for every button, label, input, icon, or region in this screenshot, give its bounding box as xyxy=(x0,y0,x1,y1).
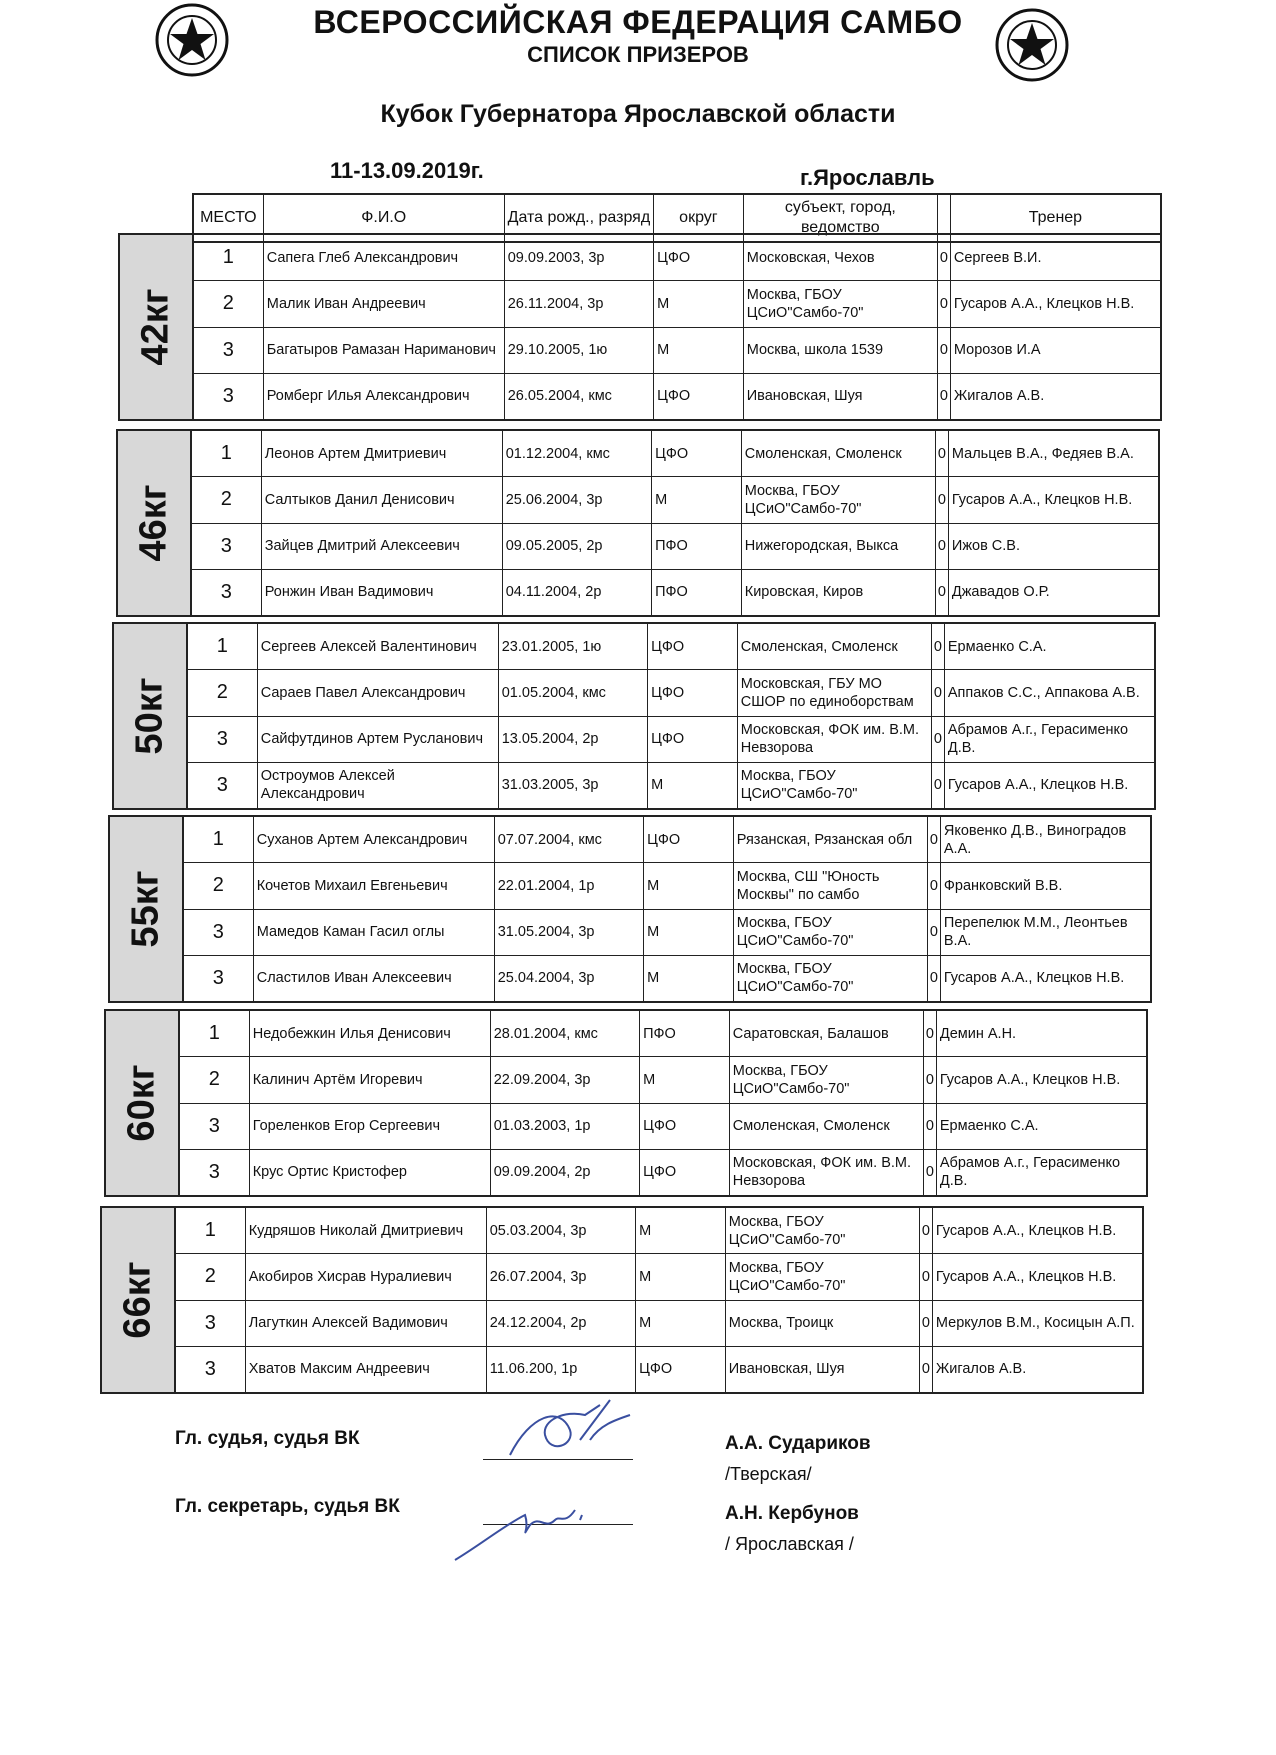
name-cell: Суханов Артем Александрович xyxy=(254,817,495,862)
coach-cell: Абрамов А.г., Герасименко Д.В. xyxy=(939,1155,1121,1190)
subject-cell: Ивановская, Шуя xyxy=(726,1347,920,1392)
district-cell: ПФО xyxy=(640,1011,730,1056)
coach-cell: Перепелюк М.М., Леонтьев В.А. xyxy=(943,915,1128,950)
district-cell: М xyxy=(644,956,734,1001)
results-table xyxy=(174,1206,1144,1394)
subject-cell: Москва, ГБОУ ЦСиО"Самбо-70" xyxy=(742,477,936,522)
coach-cell: Демин А.Н. xyxy=(939,1025,1017,1042)
place-cell: 1 xyxy=(180,1011,250,1056)
weight-label xyxy=(118,233,192,421)
zero-cell: 0 xyxy=(924,1057,937,1102)
table-row xyxy=(180,1150,1146,1195)
name-cell: Крус Ортис Кристофер xyxy=(250,1150,491,1195)
zero-cell: 0 xyxy=(936,570,949,615)
col-name-header: Ф.И.О xyxy=(264,195,505,241)
place-cell: 3 xyxy=(184,956,254,1001)
name-cell: Зайцев Дмитрий Алексеевич xyxy=(262,524,503,569)
place-cell: 3 xyxy=(192,524,262,569)
name-cell: Недобежкин Илья Денисович xyxy=(250,1011,491,1056)
subject-cell: Москва, ГБОУ ЦСиО"Самбо-70" xyxy=(730,1057,924,1102)
district-cell: ЦФО xyxy=(654,235,744,280)
table-row xyxy=(176,1347,1142,1392)
district-cell: М xyxy=(644,863,734,908)
weight-block xyxy=(116,429,1160,617)
secretary-region: / Ярославская / xyxy=(725,1534,854,1554)
weight-block xyxy=(100,1206,1144,1394)
dob-cell: 04.11.2004, 2р xyxy=(503,570,652,615)
district-cell: ПФО xyxy=(652,570,742,615)
table-row xyxy=(192,477,1158,523)
name-cell: Сластилов Иван Алексеевич xyxy=(254,956,495,1001)
results-table xyxy=(190,429,1160,617)
results-table xyxy=(186,622,1156,810)
place-cell: 3 xyxy=(180,1104,250,1149)
subject-cell: Москва, ГБОУ ЦСиО"Самбо-70" xyxy=(738,763,932,808)
table-row xyxy=(184,817,1150,863)
judge-role: Гл. судья, судья ВК xyxy=(175,1428,360,1449)
district-cell: М xyxy=(654,328,744,373)
district-cell: ЦФО xyxy=(648,624,738,669)
table-row xyxy=(184,956,1150,1001)
zero-cell: 0 xyxy=(936,524,949,569)
place-cell: 3 xyxy=(180,1150,250,1195)
coach-cell: Гусаров А.А., Клецков Н.В. xyxy=(939,1071,1121,1088)
weight-label xyxy=(100,1206,174,1394)
place-cell: 2 xyxy=(176,1254,246,1299)
col-coach-header: Тренер xyxy=(1028,209,1083,226)
place-cell: 3 xyxy=(176,1301,246,1346)
name-cell: Хватов Максим Андреевич xyxy=(246,1347,487,1392)
table-row xyxy=(184,863,1150,909)
zero-cell: 0 xyxy=(924,1011,937,1056)
coach-cell: Аппаков С.С., Аппакова А.В. xyxy=(947,684,1140,701)
table-row xyxy=(176,1301,1142,1347)
weight-class-text: 46кг xyxy=(132,484,175,562)
table-row xyxy=(192,524,1158,570)
table-row xyxy=(180,1011,1146,1057)
subject-cell: Москва, Троицк xyxy=(726,1301,920,1346)
table-row xyxy=(192,431,1158,477)
weight-block xyxy=(108,815,1152,1003)
subject-cell: Москва, ГБОУ ЦСиО"Самбо-70" xyxy=(726,1208,920,1253)
secretary-name: А.Н. Кербунов xyxy=(725,1503,859,1524)
coach-cell: Франковский В.В. xyxy=(943,877,1063,894)
zero-cell: 0 xyxy=(932,763,945,808)
zero-cell: 0 xyxy=(928,910,941,955)
name-cell: Салтыков Данил Денисович xyxy=(262,477,503,522)
place-cell: 1 xyxy=(192,431,262,476)
place-cell: 3 xyxy=(176,1347,246,1392)
event-dates: 11-13.09.2019г. xyxy=(330,158,484,183)
weight-label xyxy=(112,622,186,810)
name-cell: Кочетов Михаил Евгеньевич xyxy=(254,863,495,908)
event-city: г.Ярославль xyxy=(800,165,935,190)
zero-cell: 0 xyxy=(938,281,951,326)
dob-cell: 25.04.2004, 3р xyxy=(495,956,644,1001)
district-cell: ЦФО xyxy=(640,1150,730,1195)
col-place-header: МЕСТО xyxy=(194,195,264,241)
name-cell: Сергеев Алексей Валентинович xyxy=(258,624,499,669)
results-table xyxy=(178,1009,1148,1197)
district-cell: ЦФО xyxy=(652,431,742,476)
weight-label xyxy=(104,1009,178,1197)
name-cell: Сайфутдинов Артем Русланович xyxy=(258,717,499,762)
subject-cell: Москва, школа 1539 xyxy=(744,328,938,373)
dob-cell: 01.03.2003, 1р xyxy=(491,1104,640,1149)
dob-cell: 25.06.2004, 3р xyxy=(503,477,652,522)
coach-cell: Джавадов О.Р. xyxy=(951,584,1050,601)
list-title: СПИСОК ПРИЗЕРОВ xyxy=(527,42,749,67)
district-cell: М xyxy=(652,477,742,522)
dob-cell: 01.05.2004, кмс xyxy=(499,670,648,715)
coach-cell: Ермаенко С.А. xyxy=(939,1118,1039,1135)
weight-class-text: 66кг xyxy=(116,1261,159,1339)
coach-cell: Морозов И.А xyxy=(953,342,1041,359)
zero-cell: 0 xyxy=(920,1347,933,1392)
dob-cell: 26.11.2004, 3р xyxy=(505,281,654,326)
coach-cell: Жигалов А.В. xyxy=(935,1361,1027,1378)
subject-cell: Кировская, Киров xyxy=(742,570,936,615)
coach-cell: Сергеев В.И. xyxy=(953,249,1042,266)
district-cell: ЦФО xyxy=(648,717,738,762)
dob-cell: 24.12.2004, 2р xyxy=(487,1301,636,1346)
zero-cell: 0 xyxy=(928,956,941,1001)
zero-cell: 0 xyxy=(924,1104,937,1149)
district-cell: ЦФО xyxy=(644,817,734,862)
subject-cell: Смоленская, Смоленск xyxy=(738,624,932,669)
dob-cell: 09.09.2004, 2р xyxy=(491,1150,640,1195)
subject-cell: Ивановская, Шуя xyxy=(744,374,938,419)
table-row xyxy=(176,1208,1142,1254)
subject-cell: Рязанская, Рязанская обл xyxy=(734,817,928,862)
district-cell: М xyxy=(640,1057,730,1102)
table-row xyxy=(188,670,1154,716)
subject-cell: Московская, Чехов xyxy=(744,235,938,280)
weight-class-text: 60кг xyxy=(120,1064,163,1142)
district-cell: М xyxy=(636,1254,726,1299)
name-cell: Кудряшов Николай Дмитриевич xyxy=(246,1208,487,1253)
district-cell: М xyxy=(648,763,738,808)
place-cell: 2 xyxy=(194,281,264,326)
weight-block xyxy=(104,1009,1148,1197)
subject-cell: Смоленская, Смоленск xyxy=(742,431,936,476)
coach-cell: Жигалов А.В. xyxy=(953,388,1045,405)
judge-name: А.А. Судариков xyxy=(725,1433,871,1454)
dob-cell: 07.07.2004, кмс xyxy=(495,817,644,862)
district-cell: М xyxy=(644,910,734,955)
name-cell: Сапега Глеб Александрович xyxy=(264,235,505,280)
place-cell: 2 xyxy=(180,1057,250,1102)
subject-cell: Смоленская, Смоленск xyxy=(730,1104,924,1149)
zero-cell: 0 xyxy=(938,235,951,280)
name-cell: Калинич Артём Игоревич xyxy=(250,1057,491,1102)
name-cell: Мамедов Каман Гасил оглы xyxy=(254,910,495,955)
table-row xyxy=(180,1057,1146,1103)
subject-cell: Московская, ГБУ МО СШОР по единоборствам xyxy=(738,670,932,715)
coach-cell: Ижов С.В. xyxy=(951,538,1021,555)
col-subject-header: субъект, город, ведомство xyxy=(744,195,938,241)
secretary-signature xyxy=(450,1495,620,1565)
place-cell: 2 xyxy=(188,670,258,715)
subject-cell: Москва, ГБОУ ЦСиО"Самбо-70" xyxy=(734,910,928,955)
dob-cell: 29.10.2005, 1ю xyxy=(505,328,654,373)
weight-label xyxy=(116,429,190,617)
name-cell: Лагуткин Алексей Вадимович xyxy=(246,1301,487,1346)
zero-cell: 0 xyxy=(932,670,945,715)
subject-cell: Саратовская, Балашов xyxy=(730,1011,924,1056)
zero-cell: 0 xyxy=(936,431,949,476)
table-row xyxy=(194,374,1160,419)
name-cell: Остроумов Алексей Александрович xyxy=(258,763,499,808)
district-cell: М xyxy=(636,1301,726,1346)
subject-cell: Москва, ГБОУ ЦСиО"Самбо-70" xyxy=(744,281,938,326)
district-cell: М xyxy=(654,281,744,326)
name-cell: Малик Иван Андреевич xyxy=(264,281,505,326)
secretary-role: Гл. секретарь, судья ВК xyxy=(175,1496,400,1517)
dob-cell: 28.01.2004, кмс xyxy=(491,1011,640,1056)
zero-cell: 0 xyxy=(924,1150,937,1195)
judge-signature xyxy=(490,1395,640,1470)
table-row xyxy=(176,1254,1142,1300)
coach-cell: Меркулов В.М., Косицын А.П. xyxy=(935,1315,1135,1332)
district-cell: ЦФО xyxy=(654,374,744,419)
subject-cell: Московская, ФОК им. В.М. Невзорова xyxy=(738,717,932,762)
zero-cell: 0 xyxy=(938,328,951,373)
name-cell: Акобиров Хисрав Нуралиевич xyxy=(246,1254,487,1299)
dob-cell: 31.03.2005, 3р xyxy=(499,763,648,808)
place-cell: 3 xyxy=(192,570,262,615)
place-cell: 1 xyxy=(176,1208,246,1253)
place-cell: 3 xyxy=(188,717,258,762)
table-row xyxy=(184,910,1150,956)
zero-cell: 0 xyxy=(938,374,951,419)
place-cell: 3 xyxy=(194,374,264,419)
name-cell: Сараев Павел Александрович xyxy=(258,670,499,715)
dob-cell: 22.09.2004, 3р xyxy=(491,1057,640,1102)
federation-title: ВСЕРОССИЙСКАЯ ФЕДЕРАЦИЯ САМБО xyxy=(313,4,963,40)
judge-region: /Тверская/ xyxy=(725,1464,812,1484)
subject-cell: Москва, СШ "Юность Москвы" по самбо xyxy=(734,863,928,908)
dob-cell: 05.03.2004, 3р xyxy=(487,1208,636,1253)
zero-cell: 0 xyxy=(920,1301,933,1346)
table-row xyxy=(188,763,1154,808)
coach-cell: Яковенко Д.В., Виноградов А.А. xyxy=(943,822,1127,857)
district-cell: ЦФО xyxy=(640,1104,730,1149)
table-row xyxy=(194,328,1160,374)
name-cell: Ромберг Илья Александрович xyxy=(264,374,505,419)
place-cell: 3 xyxy=(188,763,258,808)
weight-label xyxy=(108,815,182,1003)
district-cell: ЦФО xyxy=(636,1347,726,1392)
zero-cell: 0 xyxy=(928,817,941,862)
subject-cell: Нижегородская, Выкса xyxy=(742,524,936,569)
results-table xyxy=(182,815,1152,1003)
coach-cell: Гусаров А.А., Клецков Н.В. xyxy=(935,1222,1117,1239)
coach-cell: Ермаенко С.А. xyxy=(947,638,1047,655)
weight-class-text: 55кг xyxy=(124,870,167,948)
coach-cell: Абрамов А.г., Герасименко Д.В. xyxy=(947,722,1129,757)
dob-cell: 31.05.2004, 3р xyxy=(495,910,644,955)
zero-cell: 0 xyxy=(936,477,949,522)
place-cell: 1 xyxy=(188,624,258,669)
weight-class-text: 42кг xyxy=(134,288,177,366)
name-cell: Ронжин Иван Вадимович xyxy=(262,570,503,615)
coach-cell: Мальцев В.А., Федяев В.А. xyxy=(951,445,1134,462)
district-cell: ЦФО xyxy=(648,670,738,715)
dob-cell: 23.01.2005, 1ю xyxy=(499,624,648,669)
coach-cell: Гусаров А.А., Клецков Н.В. xyxy=(953,295,1135,312)
place-cell: 1 xyxy=(194,235,264,280)
place-cell: 2 xyxy=(192,477,262,522)
dob-cell: 09.09.2003, 3р xyxy=(505,235,654,280)
name-cell: Леонов Артем Дмитриевич xyxy=(262,431,503,476)
coach-cell: Гусаров А.А., Клецков Н.В. xyxy=(943,970,1125,987)
place-cell: 2 xyxy=(184,863,254,908)
table-row xyxy=(188,717,1154,763)
district-cell: М xyxy=(636,1208,726,1253)
zero-cell: 0 xyxy=(928,863,941,908)
zero-cell: 0 xyxy=(932,717,945,762)
results-table xyxy=(192,233,1162,421)
name-cell: Багатыров Рамазан Нариманович xyxy=(264,328,505,373)
dob-cell: 09.05.2005, 2р xyxy=(503,524,652,569)
table-row xyxy=(180,1104,1146,1150)
district-cell: ПФО xyxy=(652,524,742,569)
place-cell: 1 xyxy=(184,817,254,862)
subject-cell: Москва, ГБОУ ЦСиО"Самбо-70" xyxy=(726,1254,920,1299)
table-row xyxy=(188,624,1154,670)
col-dob-header: Дата рожд., разряд xyxy=(505,195,654,241)
subject-cell: Москва, ГБОУ ЦСиО"Самбо-70" xyxy=(734,956,928,1001)
dob-cell: 11.06.200, 1р xyxy=(487,1347,636,1392)
place-cell: 3 xyxy=(184,910,254,955)
coach-cell: Гусаров А.А., Клецков Н.В. xyxy=(935,1268,1117,1285)
subject-cell: Московская, ФОК им. В.М. Невзорова xyxy=(730,1150,924,1195)
dob-cell: 26.07.2004, 3р xyxy=(487,1254,636,1299)
zero-cell: 0 xyxy=(920,1208,933,1253)
dob-cell: 01.12.2004, кмс xyxy=(503,431,652,476)
table-row xyxy=(194,281,1160,327)
zero-cell: 0 xyxy=(932,624,945,669)
weight-block xyxy=(112,622,1156,810)
name-cell: Гореленков Егор Сергеевич xyxy=(250,1104,491,1149)
cup-title: Кубок Губернатора Ярославской области xyxy=(380,100,896,128)
dob-cell: 22.01.2004, 1р xyxy=(495,863,644,908)
dob-cell: 26.05.2004, кмс xyxy=(505,374,654,419)
weight-class-text: 50кг xyxy=(128,677,171,755)
table-row xyxy=(194,235,1160,281)
dob-cell: 13.05.2004, 2р xyxy=(499,717,648,762)
zero-cell: 0 xyxy=(920,1254,933,1299)
coach-cell: Гусаров А.А., Клецков Н.В. xyxy=(947,777,1129,794)
col-district-header: округ xyxy=(654,195,744,241)
weight-block xyxy=(118,233,1162,421)
coach-cell: Гусаров А.А., Клецков Н.В. xyxy=(951,491,1133,508)
place-cell: 3 xyxy=(194,328,264,373)
table-row xyxy=(192,570,1158,615)
